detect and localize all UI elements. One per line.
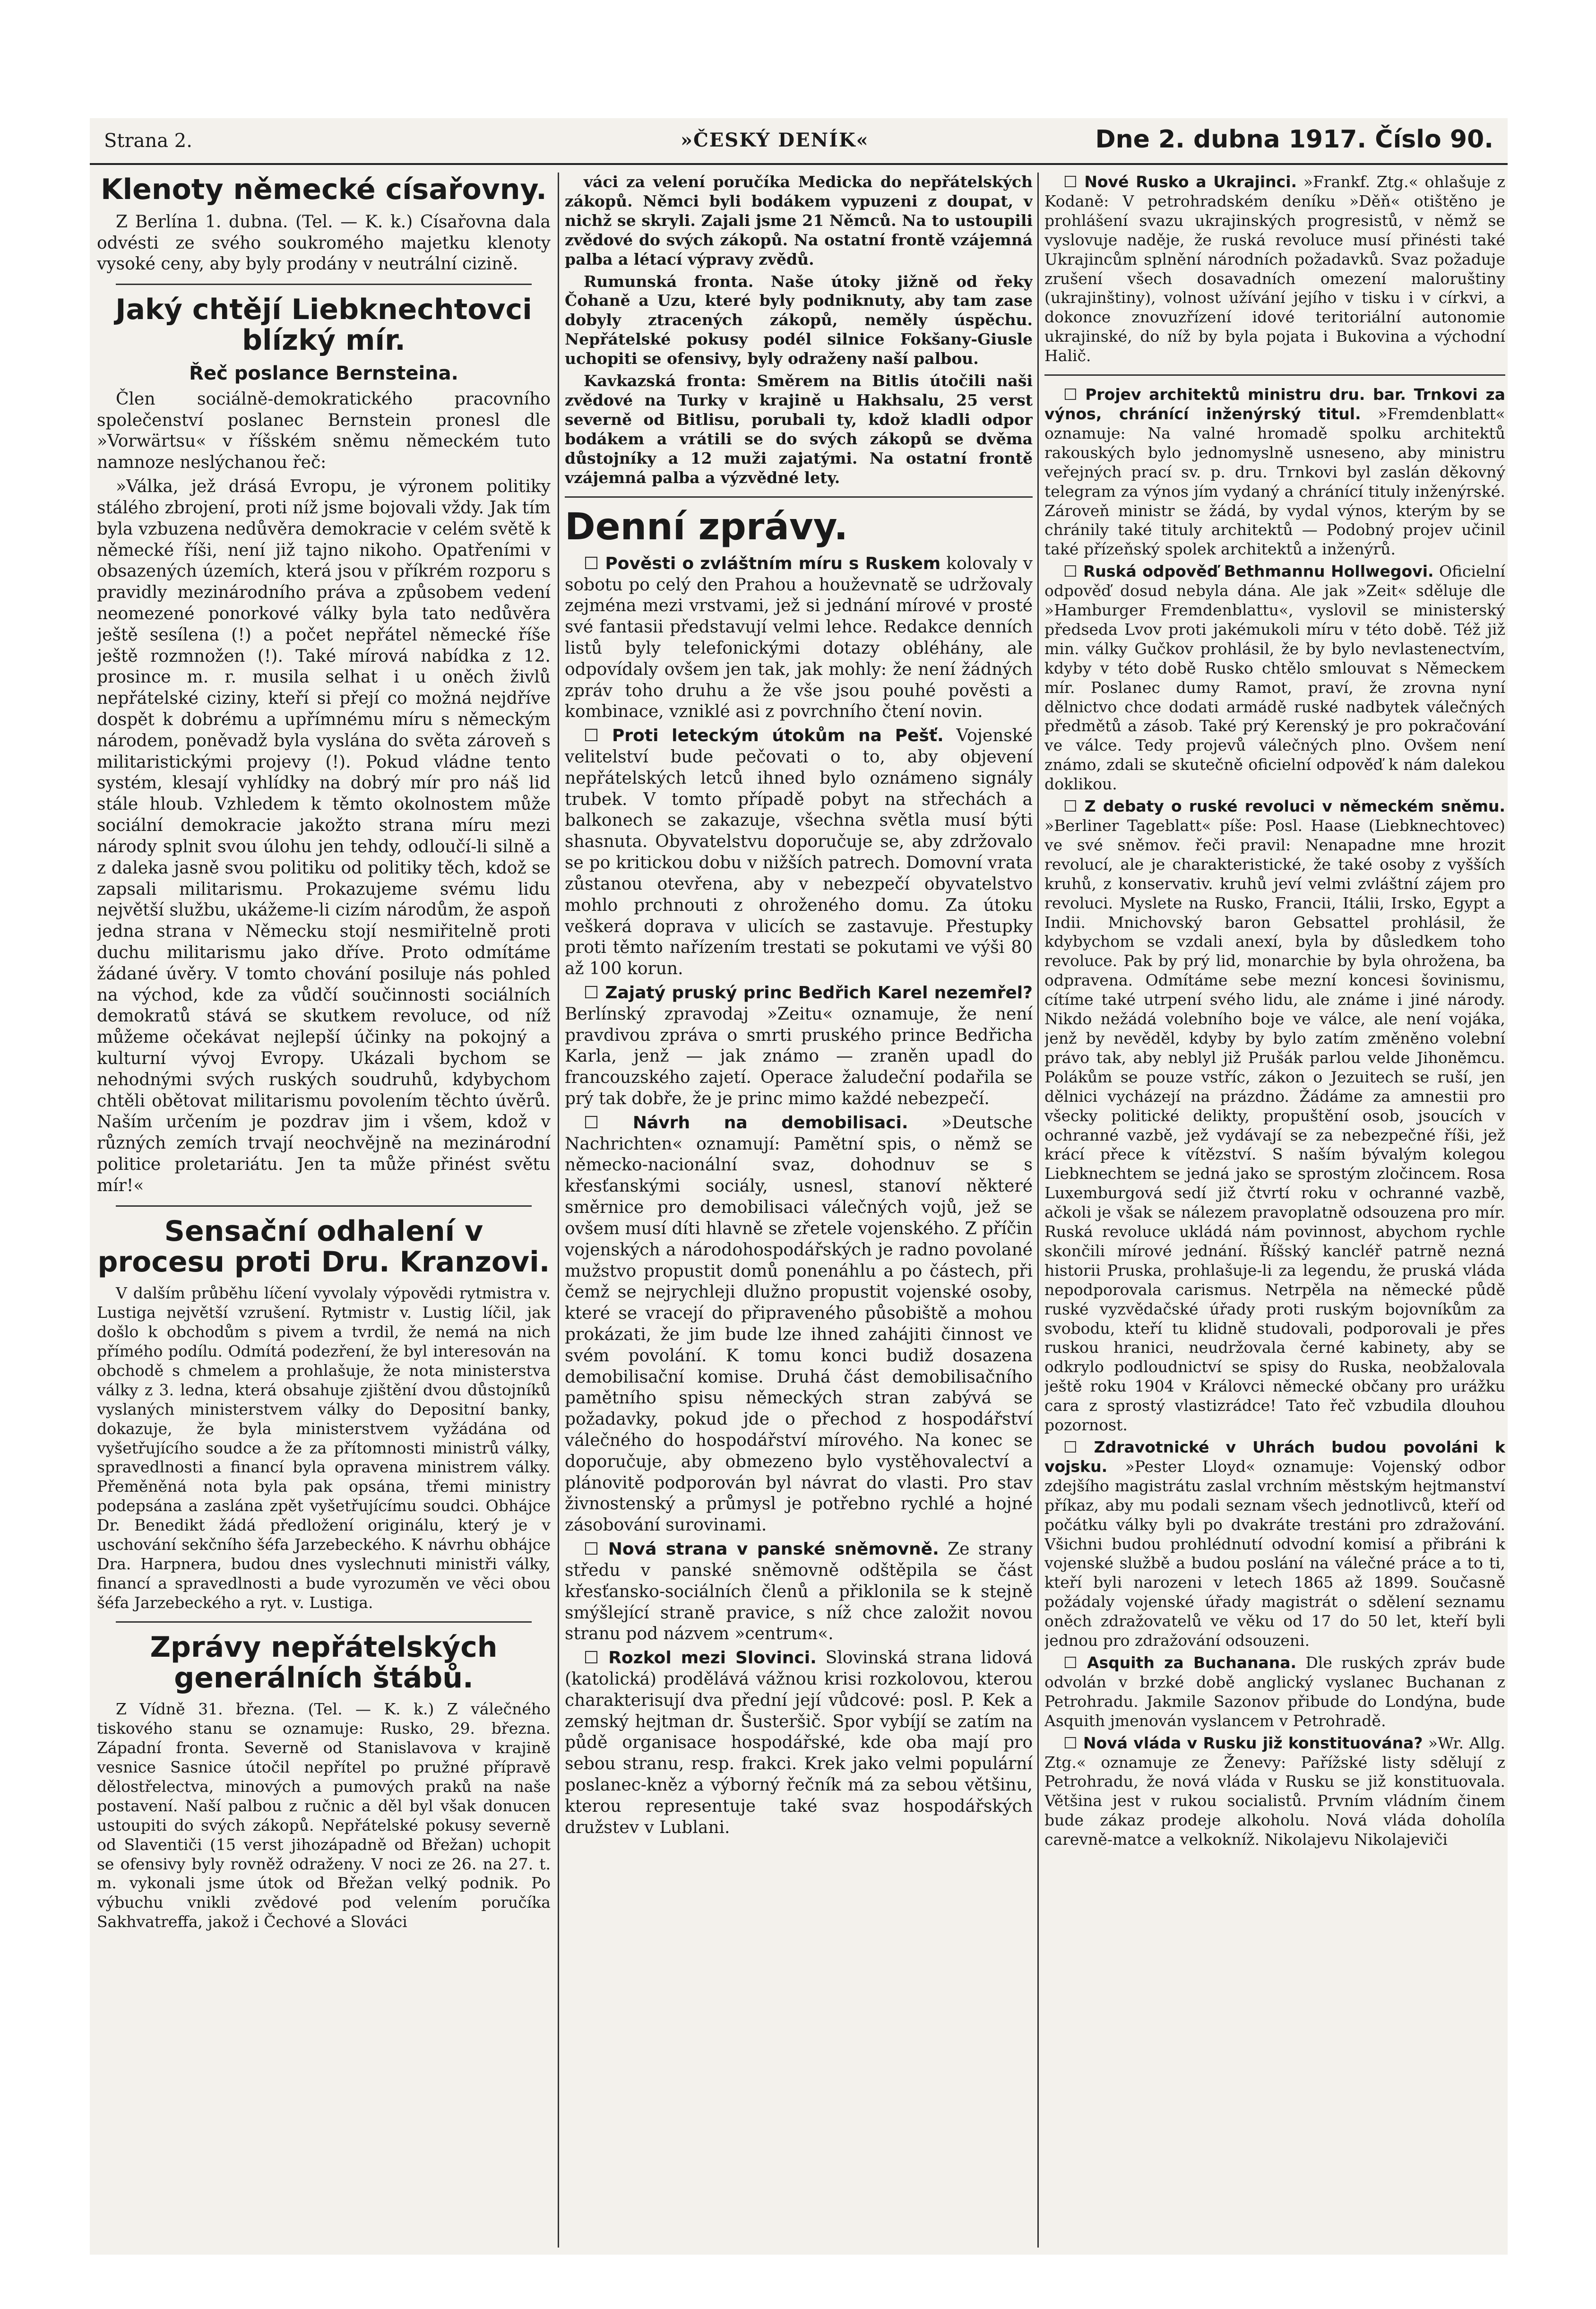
article-text: Člen sociálně-demokratického pracovního společenství poslanec Bernstein pronesl dle »Vorwärtsu« v říšském sněmu německém tuto namnoze neslýchanou řeč: xyxy=(97,389,551,473)
column-2 xyxy=(565,173,1033,2252)
section-headline: Denní zprávy. xyxy=(565,505,848,548)
article-headline: Zprávy nepřátelských generálních štábů. xyxy=(150,1630,498,1695)
divider xyxy=(116,284,532,285)
news-item-lead: ☐ Pověsti o zvláštním míru s Ruskem xyxy=(584,553,941,573)
news-item xyxy=(1044,797,1505,1435)
news-item-lead: ☐ Zdravotnické v Uhrách budou povoláni k vojsku. xyxy=(1044,1438,1505,1476)
article-text: Rumunská fronta. Naše útoky jižně od řeky Čohaně a Uzu, které byly podniknuty, aby tam zase dobyly ztracených zákopů, neměly úspěchu. Nepřátelské pokusy podél silnice Fokšany-Giusle uchopiti se ofensivy, byly odraženy naší palbou. xyxy=(565,272,1033,368)
news-item xyxy=(1044,562,1505,794)
news-item-lead: ☐ Zajatý pruský princ Bedřich Karel nezemřel? xyxy=(584,983,1033,1003)
news-item xyxy=(1044,1653,1505,1731)
news-item-lead: ☐ Návrh na demobilisaci. xyxy=(584,1113,908,1133)
news-item-text: »Wr. Allg. Ztg.« oznamuje ze Ženevy: Pařížské listy sdělují z Petrohradu, že nová vláda v Rusku se již konstituovala. Většina jest v rukou socialistů. Prvním vládním činem bude zákaz prodeje alkoholu. Nová vláda doholíla carevně-matce a velkokníž. Nikolajevu Nikolajeviči xyxy=(1044,1733,1505,1849)
article-headline: Klenoty německé císařovny. xyxy=(101,173,547,206)
news-item-text: »Pester Lloyd« oznamuje: Vojenský odbor zdejšího magistrátu zaslal vrchním městským hejtmanství příkaz, aby mu podali seznam všech jednotlivců, kteří od počátku války byli po dvakráte trestáni pro zdražování. Všichni budou prohlédnutí odvodní komisí a přibráni k vojenské službě a budou poslání na válečné práce a to ti, kteří byli narozeni v letech 1865 až 1899. Současně požádaly vojenské úřady magistrát o sdělení seznamu oněch zdražovatelů ve věku od 17 do 50 let, kteří byli jednou pro zdražování odsouzeni. xyxy=(1044,1457,1505,1650)
issue-date: Dne 2. dubna 1917. Číslo 90. xyxy=(1095,125,1493,154)
divider xyxy=(1044,374,1505,376)
masthead xyxy=(90,125,1508,165)
news-item-lead: ☐ Z debaty o ruské revoluci v německém sněmu. xyxy=(1063,797,1505,816)
divider xyxy=(565,496,1033,498)
news-item xyxy=(1044,385,1505,559)
news-item-lead: ☐ Proti leteckým útokům na Pešť. xyxy=(584,726,944,746)
newspaper-title: »ČESKÝ DENÍK« xyxy=(681,129,869,151)
column-rule xyxy=(558,173,559,2248)
news-item-text: Vojenské velitelství bude pečovati o to, aby objevení nepřátelských letců ihned bylo oznámeno signály trubek. V tomto případě pobyt na střechách a balkonech se zakazuje, všechna světla musí býti shasnuta. Obyvatelstvu doporučuje se, aby zdržovalo se po kritickou dobu v nižších patrech. Domovní vrata zůstanou otevřena, aby v nebezpečí obyvatelstvo mohlo prchnouti z ohroženého domu. Za útoku veškerá doprava v ulicích se zastavuje. Přestupky proti těmto nařízením trestati se pokutami ve výši 80 až 100 korun. xyxy=(565,726,1033,979)
news-item-text: »Frankf. Ztg.« ohlašuje z Kodaně: V petrohradském deníku »Děň« otištěno je prohlášení svazu ukrajinských progresistů, v němž se vyslovuje naděje, že ruská revoluce musí přinésti také Ukrajincům splnění národních požadavků. Svaz požaduje zrušení všech dosavadních omezení maloruštiny (ukrajinštiny), volnost užívání jejího v tisku i v církvi, a dokonce znovuzřízení idové teritoriální autonomie ukrajinské, do níž by byla pojata i Bukovina a východní Halič. xyxy=(1044,173,1505,365)
news-item xyxy=(1044,1734,1505,1850)
news-item xyxy=(565,983,1033,1110)
news-item-text: Ze strany středu v panské sněmovně odštěpila se část křesťansko-sociálních členů a přiklonila se k stejně smýšlející straně pravice, s níž chce založit novou stranu pod názvem »centrum«. xyxy=(565,1539,1033,1644)
news-item-text: »Deutsche Nachrichten« oznamují: Pamětní spis, o němž se německo-nacionální svaz, dohodnuv se s křesťanskými sociály, usnesl, stanoví některé směrnice pro demobilisaci válečných vojů, jež se ovšem musí díti hlavně se zřetele vojenského. Z příčin vojenských a národohospodářských je radno povolané mužstvo propustit domů ponenáhlu a po částech, při čemž se nejrychleji dlužno propustit vojenské osoby, které se vracejí do připraveného působiště a mohou prokázati, že jim bude lze ihned zahájiti činnost ve svém povolání. K tomu konci budiž dosazena demobilisační komise. Druhá část demobilisačního pamětního spisu německých stran zabývá se požadavky, pokud jde o přechod z hospodářství válečného do hospodářství mírového. Na konec se doporučuje, aby obmezeno bylo vystěhovalectví a plánovitě podporován byl návrat do vlasti. Pro stav živnostenský a průmysl je potřebno rychlé a hojné zásobování surovinami. xyxy=(565,1113,1033,1535)
news-item-lead: ☐ Rozkol mezi Slovinci. xyxy=(584,1648,817,1668)
divider xyxy=(116,1205,532,1207)
news-item xyxy=(565,1648,1033,1838)
news-item-lead: ☐ Projev architektů ministru dru. bar. Trnkovi za výnos, chránící inženýrský titul. xyxy=(1044,385,1505,423)
news-item xyxy=(565,553,1033,723)
news-item xyxy=(565,1539,1033,1645)
news-item-text: Berlínský zpravodaj »Zeitu« oznamuje, že není pravdivou zpráva o smrti pruského prince Bedřicha Karla, jenž — jak známo — zraněn upadl do francouzského zajetí. Operace žaludeční podařila se prý tak dobře, že je princ mimo každé nebezpečí. xyxy=(565,1004,1033,1109)
news-item-lead: ☐ Asquith za Buchanana. xyxy=(1063,1653,1297,1672)
article-headline: Sensační odhalení v procesu proti Dru. Kranzovi. xyxy=(97,1214,550,1279)
news-item-text: »Fremdenblatt« oznamuje: Na valné hromadě spolku architektů rakouských bylo jednomyslně usneseno, aby ministru veřejných prací sv. p. dru. Trnkovi byl zaslán děkovný telegram za výnos jím vydaný a chránící tituly inženýrské. Zároveň ministr se žádá, by vydal výnos, kterým by se chránily také tituly architektů — Podobný projev učinil také přízeňský spolek architektů a inženýrů. xyxy=(1044,404,1505,559)
column-3 xyxy=(1044,173,1505,2252)
page-number: Strana 2. xyxy=(104,130,192,152)
column-1 xyxy=(97,173,551,2252)
article-text: V dalším průběhu líčení vyvolaly výpovědi rytmistra v. Lustiga největší vzrušení. Rytmistr v. Lustig líčil, jak došlo k obchodům s pivem a tvrdil, že nemá na nich přímého podílu. Odmítá podezření, že byl interesován na obchodě s chmelem a prohlašuje, že nota ministerstva války z 3. ledna, která obsahuje zjištění dvou důstojníků vyslaných ministerstvem války do Depositní banky, dokazuje, že byla ministerstvem vyžádána od vyšetřujícího soudce a že za přítomnosti ministrů války, spravedlnosti a financí byla opravena ministrem války. Přeměněná nota byla pak opsána, třemi ministry podepsána a zaslána zpět vyšetřujícímu soudci. Obhájce Dr. Benedikt žádá předložení originálu, který je v uschování sekčního šéfa Jarzebeckého. K návrhu obhájce Dra. Harpnera, budou dnes vyslechnuti ministři války, financí a spravedlnosti a bude vyrozuměn ve věci obou šéfa Jarzebeckého a ryt. v. Lustiga. xyxy=(97,1284,551,1612)
news-item-text: »Berliner Tageblatt« píše: Posl. Haase (Liebknechtovec) ve své sněmov. řeči pravil: Nenapadne mne hrozit revolucí, ale je charakteristické, že také osoby z vyšších kruhů, z konservativ. kruhů jeví velmi zvláštní zájem pro revoluci. Myslete na Rusko, Francii, Itálii, Irsko, Egypt a Indii. Mnichovský baron Gebsattel prohlásil, že kdybychom se vzdali anexí, byla by důsledkem toho revoluce. Pak by prý lid, monarchie by byla ohrožena, ba odpravena. Odmítáme sebe mezní koncesi šovinismu, cítíme také utrpení svého lidu, ale známe i jiné národy. Nikdo nežádá volebního boje ve válce, ale není vojáka, jenž by nevěděl, kdyby by bylo zatím změněno volební právo tak, aby neblyl již Prušák parlou velde Jihoněmcu. Polákům se pouze vstříc, zákon o Jezuitech se ruší, jen dělnici vycházejí na prázdno. Žádáme za amnestii pro všecky politické delikty, propuštění osob, jsoucích v ochranné vazbě, jež vydávají se za nebezpečné říši, jež krácí přece k vítězství. S naším bývalým kolegou Liebknechtem se jedná jako se sprostým zločincem. Rosa Luxemburgová sedí již čtvrtí roku v ochranné vazbě, ačkoli je však se nálezem pravoplatně odsouzena pro mír. Ruská revoluce ukládá nám povinnost, abychom rychle skončili mírové jednání. Říšský kancléř patrně nezná historii Pruska, prohlašuje-li za legendu, že pruská vláda nepodporovala carismus. Netrpěla na německé půdě ruské vyzvědačské úřady proti ruským bojovníkům za svobodu, kteří tu klidně studovali, podporovali je přes ruskou hranici, neudržovala černé kabinety, aby se odkrylo podloudnictví se spisy do Ruska, neobžalovala ještě roku 1904 v Královci německé občany pro urážku cara z sprostý vlastizrádce! Tato řeč vzbudila dlouhou pozornost. xyxy=(1044,816,1505,1435)
news-item xyxy=(565,726,1033,980)
news-item xyxy=(1044,173,1505,366)
article-text: váci za velení poručíka Medicka do nepřátelských zákopů. Němci byli bodákem vypuzeni z doupat, v nichž se skryli. Zajali jsme 21 Němců. Na to ustoupili zvědové do svých zákopů. Na ostatní frontě vzájemná palba a létací výpravy zvědů. xyxy=(565,173,1033,268)
news-item-text: Dle ruských zpráv bude odvolán v brzké době anglický vyslanec Buchanan z Petrohradu. Jakmile Sazonov přibude do Londýna, bude Asquith jmenován vyslancem v Petrohradě. xyxy=(1044,1653,1505,1730)
news-item-lead: ☐ Nová vláda v Rusku již konstituována? xyxy=(1063,1733,1423,1752)
article-subheadline: Řeč poslance Bernsteina. xyxy=(189,362,458,384)
article-text: Kavkazská fronta: Směrem na Bitlis útočili naši zvědové na Turky v krajině u Hakhsalu, 25 verst severně od Bitlisu, porubali ty, kdož kladli odpor bodákem a vrátili se do svých zákopů se dvěma důstojníky a 12 muži zajatými. Na ostatní frontě vzájemná palba a výzvědné lety. xyxy=(565,372,1033,487)
news-item xyxy=(565,1113,1033,1536)
news-item xyxy=(1044,1438,1505,1651)
article-text: Z Berlína 1. dubna. (Tel. — K. k.) Císařovna dala odvésti ze svého soukromého majetku klenoty vysoké ceny, aby byly prodány v neutrální cizině. xyxy=(97,212,551,274)
news-item-text: Slovinská strana lidová (katolická) prodělává vážnou krisi rozkolovou, kterou charakterisují dva přední její vůdcové: posl. P. Kek a zemský hejtman dr. Šusteršič. Spor vybíjí se zatím na půdě organisace hospodářské, kde oba mají pro sebou stranu, resp. frakci. Krek jako velmi populární poslanec-kněz a výborný řečník má za sebou většinu, kterou representuje také svaz hospodářských družstev v Lublani. xyxy=(565,1648,1033,1837)
news-item-lead: ☐ Nové Rusko a Ukrajinci. xyxy=(1063,173,1297,191)
divider xyxy=(116,1621,532,1623)
news-item-lead: ☐ Nová strana v panské sněmovně. xyxy=(584,1539,939,1559)
news-item-lead: ☐ Ruská odpověď Bethmannu Hollwegovi. xyxy=(1063,562,1434,581)
article-text: Z Vídně 31. března. (Tel. — K. k.) Z válečného tiskového stanu se oznamuje: Rusko, 29. března. Západní fronta. Severně od Stanislavova v krajině vesnice Sasnice útočil nepřítel po pružné přípravě dělostřelectva, minových a pumových praků na naše postavení. Naší palbou z ručnic a děl byl však donucen ustoupiti do svých zákopů. Nepřátelské pokusy severně od Slaventiči (15 verst jihozápadně od Břežan) uchopit se ofensivy byly rovněž odraženy. V noci ze 26. na 27. t. m. vykonali jsme útok od Břežan velký podnik. Po výbuchu vnikli zvědové pod velením poručíka Sakhvatreffa, jakož i Čechové a Slováci xyxy=(97,1700,551,1931)
news-item-text: Oficielní odpověď dosud nebyla dána. Ale jak »Zeit« sděluje dle »Hamburger Fremdenblattu«, vyslovil se ministerský předseda Lvov proti jakémukoli míru v této době. Též již min. války Gučkov prohlásil, že by bylo nevlastenectvím, kdyby v této době Rusko chtělo smlouvat s Německem mír. Poslanec dumy Ramot, praví, že zrovna nyní dělnictvo chce dodati armádě ruské nadbytek válečných předmětů a zásob. Také prý Kerenský je pro pokračování ve válce. Tedy projevů válečných plno. Ovšem není známo, zdali se skutečně oficielní odpověď k nám dalekou doklikou. xyxy=(1044,562,1505,794)
article-text: »Válka, jež drásá Evropu, je výronem politiky stálého zbrojení, proti níž jsme bojovali vždy. Jak tím byla vzbuzena nedůvěra demokracie v celém světě k německé říši, není již tajno nikoho. Opatřeními v obsazených územích, která jsou v příkrém rozporu s pravidly mezinárodního práva a způsobem vedení neomezené ponorkové války byla tato nedůvěra ještě sesílena (!) a počet nepřátel německé říše ještě rozmnožen (!). Také mírová nabídka z 12. prosince m. r. musila selhat i u oněch živlů nepřátelské ciziny, kteří si přejí co možná nejdříve dospět k dobrému a upřímnému míru s německým národem, poněvadž byla vyslána do světa zároveň s militaristickými projevy (!). Pokud vládne tento systém, klesají vyhlídky na dobrý mír pro náš lid stále hloub. Vzhledem k těmto okolnostem může sociální demokracie jakožto strana míru mezi národy splnit svou úlohu jen tehdy, odloučí-li silně a z daleka jasně svou politiku od politiky těch, kdož se zapsali militarismu. Prokazujeme svému lidu největší službu, ukážeme-li cizím národům, že aspoň jedna strana v Německu stojí nesmiřitelně proti duchu militarismu jako dříve. Proto odmítáme žádané úvěry. V tomto chování posiluje nás pohled na východ, kde za vůdčí součinnosti sociálních demokratů stává se skutkem revoluce, od níž můžeme očekávat nejlepší účinky na pokojný a kulturní vývoj Evropy. Ukázali bychom se nehodnými svých ruských soudruhů, kdybychom chtěli obětovat militarismu povolením těchto úvěrů. Naším určením je pozdrav jim i všem, kdož v různých zemích trvají neochvějně na mezinárodní politice proletariátu. Jen ta může přinést světu mír!« xyxy=(97,477,551,1195)
article-headline: Jaký chtějí Liebknechtovci blízký mír. xyxy=(115,293,532,357)
news-item-text: kolovaly v sobotu po celý den Prahou a houževnatě se udržovaly zejména mezi vrstvami, jež si jednání mírové v prosté své fantasii představují velmi lehce. Redakce denních listů byly telefonickými dotazy obléhány, ale odpovídaly ovšem jen tak, jak mohly: že není žádných zpráv toho druhu a že vše jsou pouhé pověsti a kombinace, vzniklé asi z povrchního čtení novin. xyxy=(565,553,1033,722)
column-rule xyxy=(1037,173,1039,2248)
